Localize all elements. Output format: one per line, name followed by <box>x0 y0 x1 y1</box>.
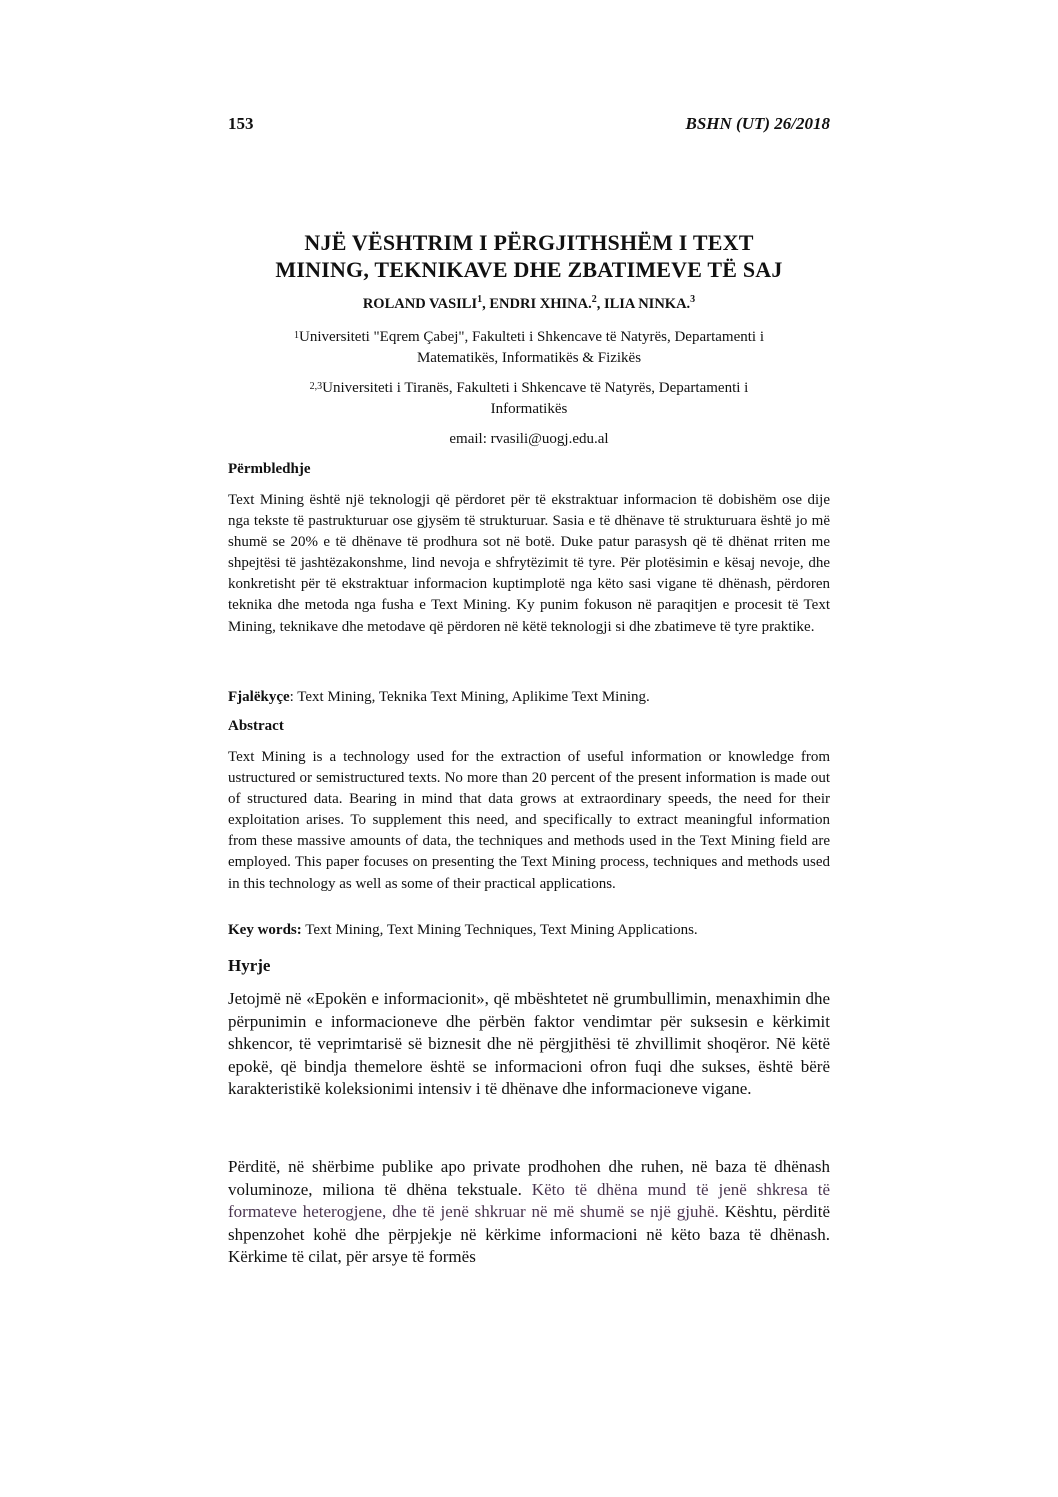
intro-paragraph-2 <box>228 1156 830 1269</box>
author-2: , ENDRI XHINA. <box>482 296 592 312</box>
summary-keywords-text: : Text Mining, Teknika Text Mining, Aplikime Text Mining. <box>289 689 650 705</box>
intro-paragraph-2-end: Kështu, përditë shpenzohet kohë dhe përpjekje në kërkime informacioni në këto baza të dhënash. Kërkime të cilat, për arsye të formës <box>228 1202 831 1266</box>
affiliation-2 <box>228 378 830 420</box>
affiliation-1-line-2: Matematikës, Informatikës & Fizikës <box>416 350 642 366</box>
summary-paragraph: Text Mining është një teknologji që përdoret për të ekstraktuar informacion të dobishëm ose dije nga tekste të pastrukturuar ose gjysëm të strukturuar. Sasia e të dhënave të strukturuara është jo më shumë se 20% e të dhënave të prodhura sot në botë. Duke patur parasysh që të dhënat rriten me shpejtësi të jashtëzakonshme, lind nevoja e shfrytëzimit të tyre. Për plotësimin e kësaj nevoje, dhe konkretisht për të ekstraktuar informacion kuptimplotë nga këto sasi vigane të dhënash, përdoren teknika dhe metoda nga fusha e Text Mining. Ky punim fokuson në paraqitjen e procesit të Text Mining, teknikave dhe metodave që përdoren në këtë teknologji si dhe zbatimeve të tyre praktike. <box>228 492 830 635</box>
affiliation-2-line-1: Universiteti i Tiranës, Fakulteti i Shkencave të Natyrës, Departamenti i <box>322 380 749 396</box>
intro-paragraph-2-start: Përditë, në shërbime publike apo private prodhohen dhe ruhen, në baza të dhënash voluminoze, miliona të dhëna tekstuale. <box>228 1157 830 1199</box>
author-2-affiliation-mark: 2 <box>591 294 597 305</box>
abstract-keywords-label: Key words: <box>228 922 302 938</box>
intro-heading: Hyrje <box>228 956 271 975</box>
author-list <box>228 296 830 313</box>
affiliation-1-mark: 1 <box>293 330 299 341</box>
affiliation-2-mark: 2,3 <box>309 381 323 392</box>
affiliation-1 <box>228 327 830 369</box>
affiliation-2-line-2: Informatikës <box>490 401 568 417</box>
author-3-affiliation-mark: 3 <box>690 294 696 305</box>
abstract-heading: Abstract <box>228 718 284 734</box>
journal-reference: BSHN (UT) 26/2018 <box>685 114 830 133</box>
page-number: 153 <box>228 114 254 133</box>
intro-paragraph-2-highlight: Këto të dhëna mund të jenë shkresa të formateve heterogjene, dhe të jenë shkruar në më shumë se një gjuhë. <box>228 1179 830 1221</box>
author-1: ROLAND VASILI <box>362 296 478 312</box>
paper-title <box>228 229 830 283</box>
contact-email: email: rvasili@uogj.edu.al <box>449 431 609 447</box>
running-header <box>228 114 830 138</box>
summary-keywords-label: Fjalëkyçe <box>228 689 290 705</box>
summary-heading: Përmbledhje <box>228 461 311 477</box>
affiliation-1-line-1: Universiteti "Eqrem Çabej", Fakulteti i Shkencave të Natyrës, Departamenti i <box>298 329 765 345</box>
author-1-affiliation-mark: 1 <box>477 294 483 305</box>
title-line-1: NJË VËSHTRIM I PËRGJITHSHËM I TEXT <box>304 230 754 255</box>
author-3: , ILIA NINKA. <box>596 296 691 312</box>
abstract-paragraph: Text Mining is a technology used for the extraction of useful information or knowledge from ustructured or semistructured texts. No more than 20 percent of the present information is made out of structured data. Bearing in mind that data grows at extraordinary speeds, the need for their exploitation arises. To supplement this need, and specifically to extract meaningful information from these massive amounts of data, the techniques and methods used in the Text Mining field are employed. This paper focuses on presenting the Text Mining process, techniques and methods used in this technology as well as some of their practical applications. <box>228 749 830 892</box>
title-line-2: MINING, TEKNIKAVE DHE ZBATIMEVE TË SAJ <box>275 257 783 282</box>
intro-paragraph-1: Jetojmë në «Epokën e informacionit», që mbështetet në grumbullimin, menaxhimin dhe përpunimin e informacioneve dhe përbën faktor vendimtar për suksesin e kërkimit shkencor, të veprimtarisë së biznesit dhe në përgjithësi të zhvillimit shoqëror. Në këtë epokë, që bindja themelore është se informacioni ofron fuqi dhe sukses, është bërë karakteristikë koleksionimi intensiv i të dhënave dhe informacioneve vigane. <box>228 989 830 1098</box>
abstract-keywords <box>228 922 830 939</box>
summary-keywords <box>228 689 830 706</box>
abstract-keywords-text: Text Mining, Text Mining Techniques, Text Mining Applications. <box>301 922 698 938</box>
